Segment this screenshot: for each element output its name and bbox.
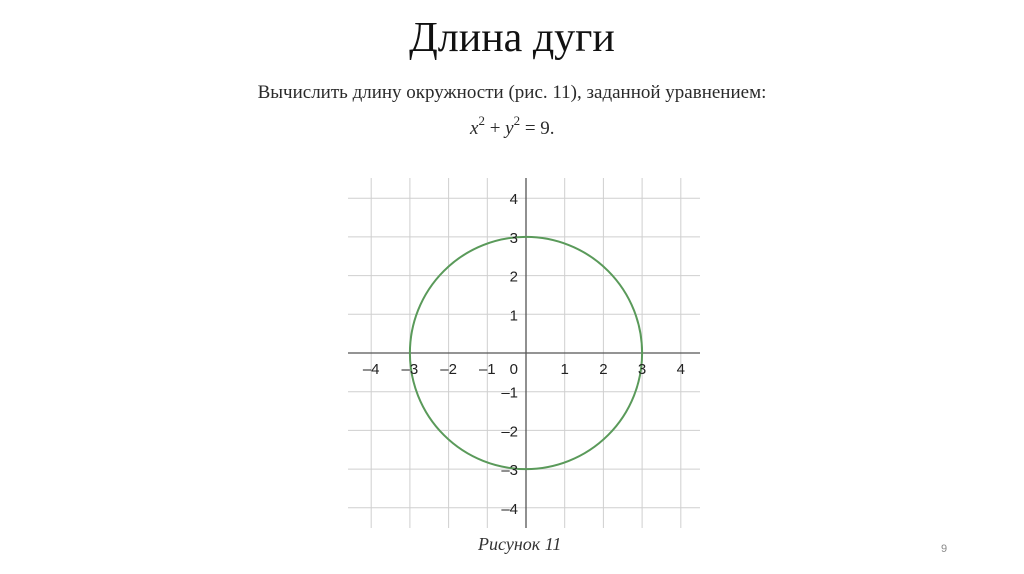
- equation-x-exponent: 2: [478, 112, 485, 128]
- y-tick-label: 2: [509, 268, 518, 286]
- y-tick-label: –1: [501, 384, 518, 402]
- y-tick-label: 4: [509, 191, 518, 209]
- equation-x: x: [470, 118, 479, 139]
- x-tick-label: 4: [676, 361, 685, 378]
- slide-title: Длина дуги: [409, 15, 615, 61]
- x-tick-label: 3: [637, 361, 647, 378]
- equation-plus: +: [484, 118, 506, 139]
- slide-number: 9: [941, 543, 948, 555]
- axes: [348, 178, 700, 528]
- x-tick-label: 1: [560, 361, 569, 378]
- y-tick-label: –3: [501, 462, 518, 480]
- x-tick-label: –1: [478, 361, 496, 378]
- equation-rest: = 9.: [520, 118, 555, 139]
- y-tick-label: –2: [501, 423, 518, 441]
- x-tick-label: –2: [440, 361, 457, 378]
- x-tick-label: –4: [362, 361, 380, 378]
- y-tick-label: 1: [509, 307, 518, 325]
- y-tick-label: –4: [501, 500, 518, 518]
- figure-caption: Рисунок 11: [478, 534, 562, 554]
- x-tick-label: 2: [599, 361, 608, 378]
- equation-y: y: [505, 118, 514, 139]
- problem-text: Вычислить длину окружности (рис. 11), заданной уравнением:: [257, 82, 767, 103]
- equation-y-exponent: 2: [513, 112, 521, 128]
- x-tick-label: –3: [401, 361, 419, 378]
- y-tick-label: 3: [509, 229, 518, 247]
- origin-label: 0: [509, 361, 518, 378]
